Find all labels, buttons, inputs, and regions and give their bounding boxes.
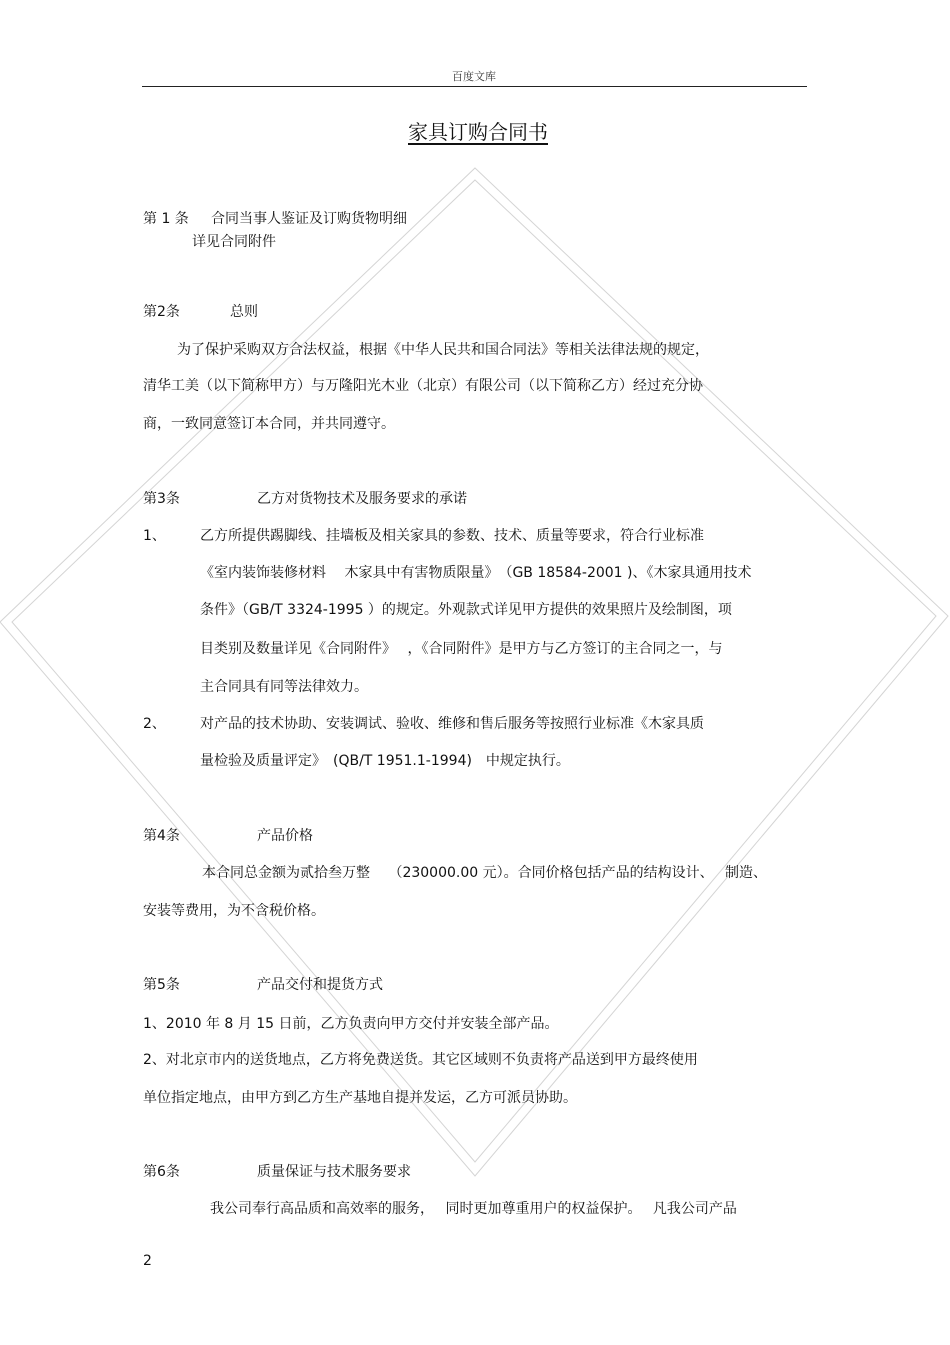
section-3-line: 目类别及数量详见《合同附件》 ，《合同附件》是甲方与乙方签订的主合同之一，与 <box>200 641 723 657</box>
page-number: 2 <box>143 1253 152 1269</box>
page-header: 百度文库 <box>452 70 496 83</box>
section-2-number: 第2条 <box>143 304 180 320</box>
section-3-line: 条件》（GB/T 3324-1995 ）的规定。外观款式详见甲方提供的效果照片及绘制图，项 <box>200 602 732 618</box>
list-marker: 2、 <box>143 716 166 732</box>
section-2-line: 清华工美（以下简称甲方）与万隆阳光木业（北京）有限公司（以下简称乙方）经过充分协 <box>143 378 703 394</box>
section-2-heading: 总则 <box>230 304 258 320</box>
section-2-line: 商，一致同意签订本合同，并共同遵守。 <box>143 416 395 432</box>
section-3-line: 量检验及质量评定》 (QB/T 1951.1-1994) 中规定执行。 <box>200 753 570 769</box>
section-6-number: 第6条 <box>143 1164 180 1180</box>
list-marker: 1、 <box>143 528 166 544</box>
section-1-heading: 合同当事人鉴证及订购货物明细 <box>211 211 407 227</box>
section-4-number: 第4条 <box>143 828 180 844</box>
header-rule <box>142 86 807 87</box>
document-title: 家具订购合同书 <box>408 120 548 144</box>
section-5-heading: 产品交付和提货方式 <box>257 977 383 993</box>
section-2-line: 为了保护采购双方合法权益，根据《中华人民共和国合同法》等相关法律法规的规定， <box>177 342 709 358</box>
section-4-heading: 产品价格 <box>257 828 313 844</box>
section-5-line: 2、对北京市内的送货地点，乙方将免费送货。其它区域则不负责将产品送到甲方最终使用 <box>143 1052 698 1068</box>
section-5-line: 1、2010 年 8 月 15 日前，乙方负责向甲方交付并安装全部产品。 <box>143 1016 559 1032</box>
section-5-number: 第5条 <box>143 977 180 993</box>
section-4-line: 安装等费用，为不含税价格。 <box>143 903 325 919</box>
section-3-line: 主合同具有同等法律效力。 <box>200 679 368 695</box>
section-3-heading: 乙方对货物技术及服务要求的承诺 <box>257 491 467 507</box>
section-3-line: 对产品的技术协助、安装调试、验收、维修和售后服务等按照行业标准《木家具质 <box>200 716 704 732</box>
section-6-line: 我公司奉行高品质和高效率的服务， 同时更加尊重用户的权益保护。 凡我公司产品 <box>210 1201 737 1217</box>
section-3-line: 乙方所提供踢脚线、挂墙板及相关家具的参数、技术、质量等要求，符合行业标准 <box>200 528 704 544</box>
section-3-number: 第3条 <box>143 491 180 507</box>
section-1-line: 详见合同附件 <box>192 234 276 250</box>
section-5-line: 单位指定地点，由甲方到乙方生产基地自提并发运，乙方可派员协助。 <box>143 1090 577 1106</box>
section-1-number: 第 1 条 <box>143 211 189 227</box>
section-6-heading: 质量保证与技术服务要求 <box>257 1164 411 1180</box>
section-3-line: 《室内装饰装修材料 木家具中有害物质限量》 （GB 18584-2001 )、《木家具通用技术 <box>200 565 752 581</box>
section-4-line: 本合同总金额为贰拾叁万整 （230000.00 元）。合同价格包括产品的结构设计、 制造、 <box>202 865 768 881</box>
